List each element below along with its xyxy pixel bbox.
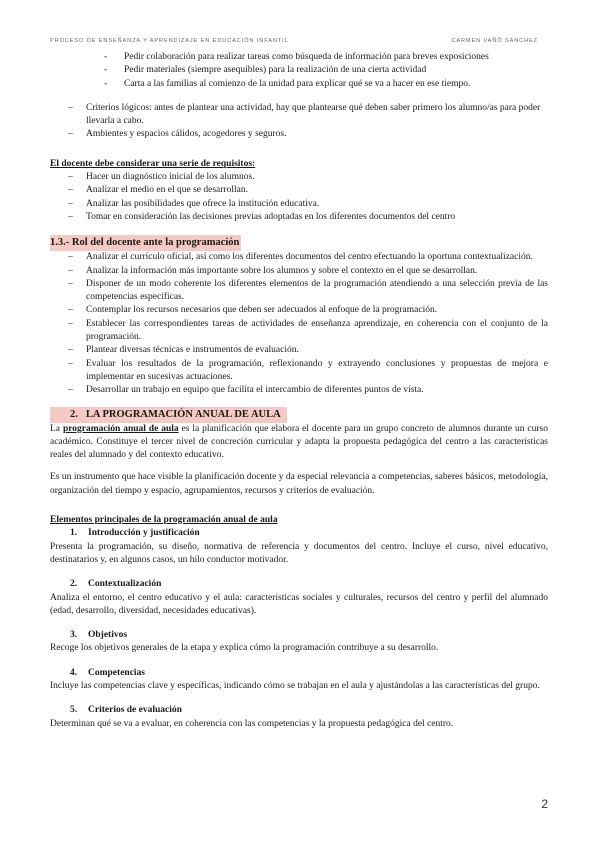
section-heading-2	[50, 407, 287, 423]
requisitos-heading: El docente debe considerar una serie de requisitos:	[50, 158, 256, 169]
subheading: 3. Objetivos	[70, 630, 128, 641]
list-item: – Analizar las posibilidades que ofrece la institución educativa.	[50, 198, 548, 211]
subheading: 1. Introducción y justificación	[70, 528, 200, 539]
paragraph: Determinan qué se va a evaluar, en coherencia con las competencias y la propuesta pedagógica del centro.	[50, 718, 454, 729]
section-number: 2.	[70, 408, 78, 420]
running-header-left: PROCESO DE ENSEÑANZA Y APRENDIZAJE EN EDUCACIÓN INFANTIL	[50, 38, 289, 44]
list-item: – Ambientes y espacios cálidos, acogedores y seguros.	[50, 128, 548, 141]
list-item: – Plantear diversas técnicas e instrumentos de evaluación.	[50, 344, 548, 357]
list-item: – Analizar el medio en el que se desarrollan.	[50, 184, 548, 197]
section-title: LA PROGRAMACIÓN ANUAL DE AULA	[85, 408, 281, 420]
section-heading-1-3: 1.3.- Rol del docente ante la programación	[50, 235, 241, 251]
list-item: – Desarrollar un trabajo en equipo que facilita el intercambio de diferentes puntos de vista.	[50, 384, 548, 397]
list-item: – Tomar en consideración las decisiones previas adoptadas en los diferentes documentos del centro	[50, 211, 548, 224]
list-item: – Contemplar los recursos necesarios que deben ser adecuados al enfoque de la programación.	[50, 304, 548, 317]
defined-term: programación anual de aula	[62, 423, 179, 434]
list-item: – Analizar el currículo oficial, así como los diferentes documentos del centro efectuando la oportuna contextualización.	[50, 251, 548, 264]
subheading: 4. Competencias	[70, 667, 145, 678]
requisitos-list	[50, 171, 548, 224]
list-item: - Pedir materiales (siempre asequibles) para la realización de una cierta actividad	[50, 64, 548, 77]
paragraph: Analiza el entorno, el centro educativo y el aula: características sociales y culturales, recursos del centro y perfil del alumnado (edad, desarrollo, diversidad, necesidades educativas).	[50, 592, 548, 616]
paragraph: Presenta la programación, su diseño, normativa de referencia y documentos del centro. Incluye el curso, nivel educativo, destinatarios y, en algunos casos, un hilo conductor motivador.	[50, 541, 548, 565]
paragraph: Recoge los objetivos generales de la etapa y explica cómo la programación contribuye a su desarrollo.	[50, 643, 439, 654]
page-number: 2	[541, 797, 548, 811]
paragraph: Incluye las competencias clave y específicas, indicando cómo se trabajan en el aula y ajustándolas a las características del grupo.	[50, 680, 540, 691]
list-item: – Hacer un diagnóstico inicial de los alumnos.	[50, 171, 548, 184]
bullet-list	[50, 102, 548, 142]
elementos-heading: Elementos principales de la programación anual de aula	[50, 515, 278, 526]
list-item: – Criterios lógicos: antes de plantear una actividad, hay que plantearse qué deben saber primero los alumno/as para poder llevarla a cabo.	[50, 102, 548, 129]
list-item: – Evaluar los resultados de la programación, reflexionando y extrayendo conclusiones y propuestas de mejora e implementar en sucesivas actuaciones.	[50, 358, 548, 385]
running-header-right: CARMEN VAÑÓ SÁNCHEZ	[451, 38, 538, 44]
rol-docente-list	[50, 251, 548, 397]
subheading: 5. Criterios de evaluación	[70, 705, 182, 716]
list-item: – Disponer de un modo coherente los diferentes elementos de la programación atendiendo a una selección previa de las competencias específicas.	[50, 278, 548, 305]
list-item: - Carta a las familias al comienzo de la unidad para explicar qué se va a hacer en ese tiempo.	[50, 78, 548, 91]
list-item: – Establecer las correspondientes tareas de actividades de enseñanza aprendizaje, en coherencia con el conjunto de la programación.	[50, 318, 548, 345]
list-item: – Analizar la información más importante sobre los alumnos y sobre el contexto en el que se desarrollan.	[50, 265, 548, 278]
sub-bullet-list	[50, 51, 548, 91]
page-body	[50, 51, 548, 731]
paragraph: La programación anual de aula es la planificación que elabora el docente para un grupo concreto de alumnos durante un curso académico. Constituye el tercer nivel de concreción curricular y adapta la propuesta pedagógica del centro a las características reales del alumnado y del contexto educativo.	[50, 423, 548, 461]
list-item: - Pedir colaboración para realizar tareas como búsqueda de información para breves exposiciones	[50, 51, 548, 64]
subheading: 2. Contextualización	[70, 579, 162, 590]
paragraph: Es un instrumento que hace visible la planificación docente y da especial relevancia a competencias, saberes básicos, metodología, organización del tiempo y espacio, agrupamientos, recursos y criterios de evaluación.	[50, 472, 548, 496]
